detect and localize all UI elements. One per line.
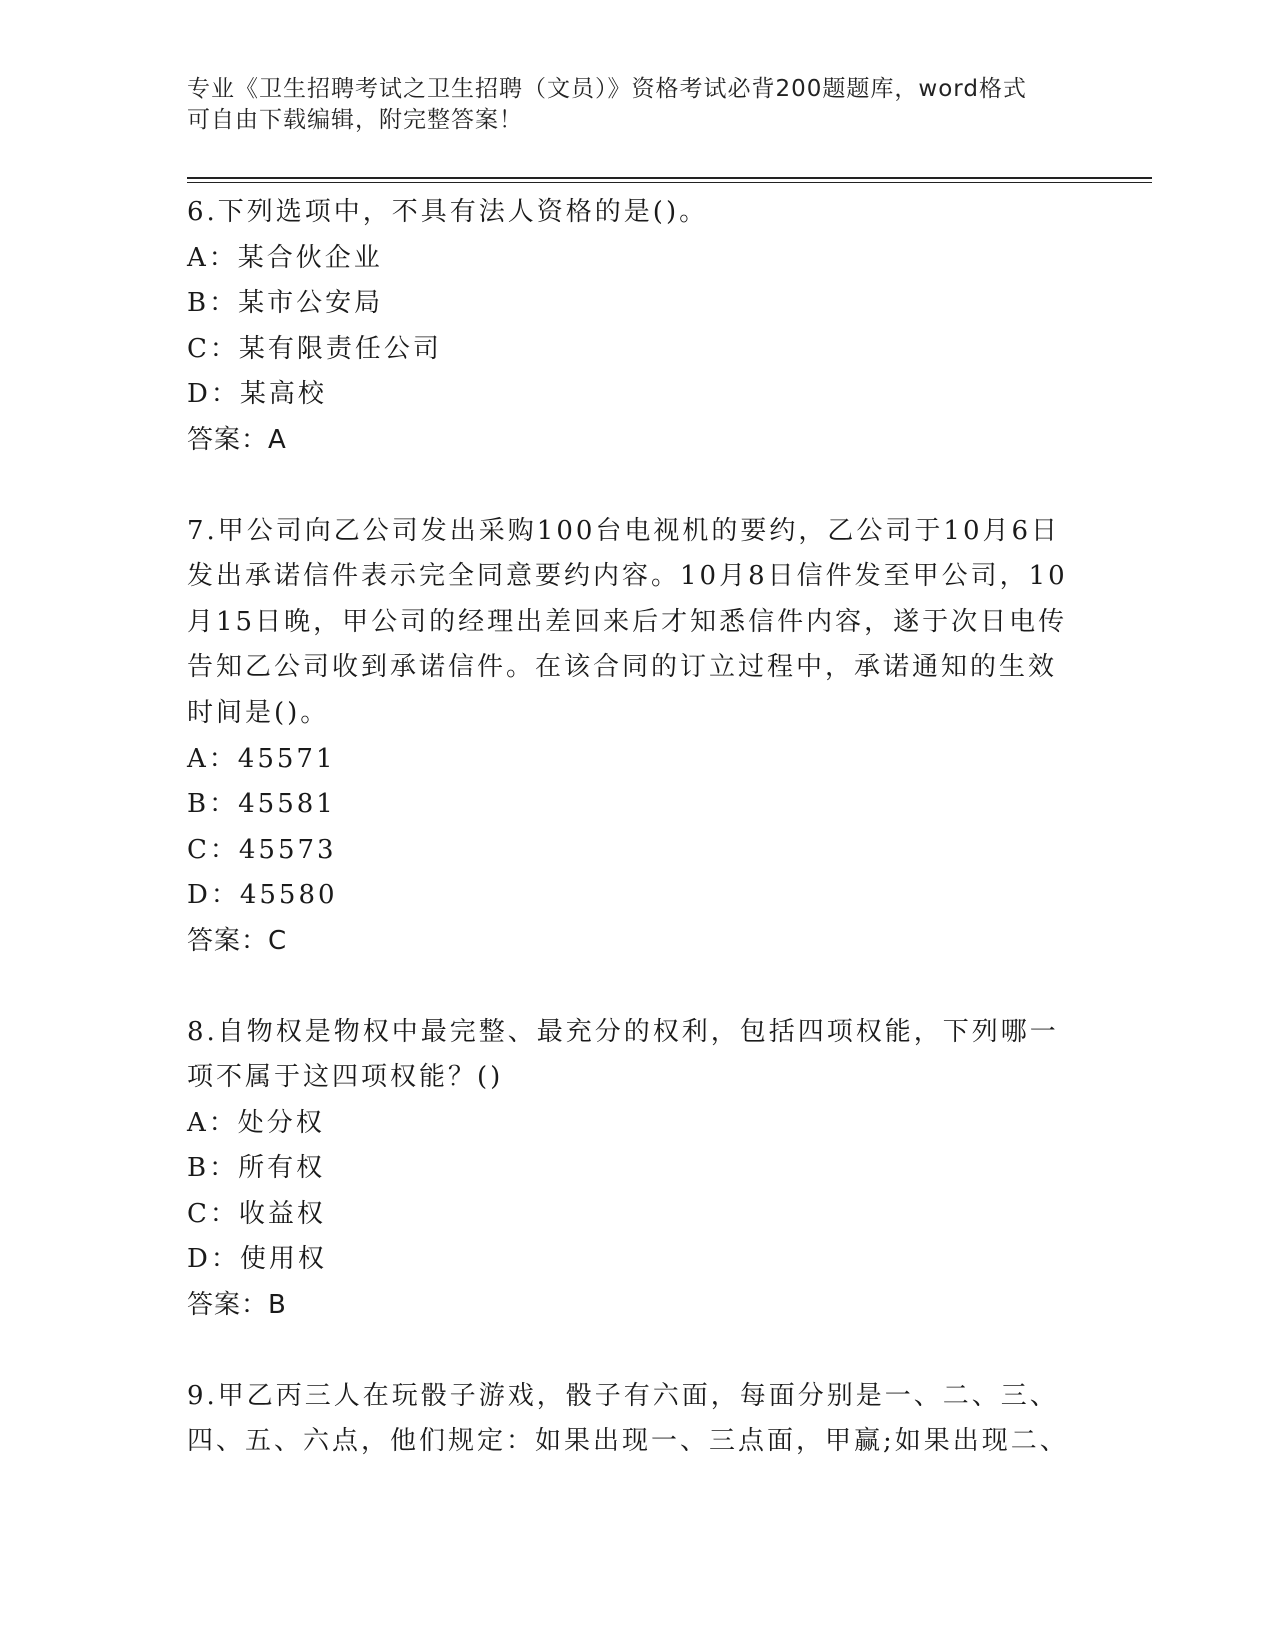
question-option: A：某合伙企业	[187, 242, 383, 273]
question-list	[187, 190, 1087, 1510]
question-stem-line: 项不属于这四项权能？()	[187, 1062, 504, 1093]
question-option: B：所有权	[187, 1153, 326, 1184]
header-divider-thick	[187, 177, 1152, 179]
document-header	[187, 74, 1067, 136]
question-option: D：45580	[187, 880, 338, 911]
question-block	[187, 190, 1087, 464]
question-option: C：收益权	[187, 1198, 326, 1229]
question-option: C：45573	[187, 834, 337, 865]
question-option: D：某高校	[187, 379, 327, 410]
question-stem-line: 6.下列选项中，不具有法人资格的是()。	[187, 197, 709, 227]
question-option: A：处分权	[187, 1107, 325, 1138]
question-option: A：45571	[187, 743, 336, 774]
header-line-2: 可自由下载编辑，附完整答案！	[187, 107, 523, 133]
question-block	[187, 509, 1087, 965]
question-stem-line: 时间是()。	[187, 697, 330, 728]
question-block	[187, 1010, 1087, 1329]
question-option: C：某有限责任公司	[187, 333, 442, 364]
question-answer: 答案：C	[187, 925, 288, 956]
question-option: B：某市公安局	[187, 288, 384, 319]
question-stem-line: 告知乙公司收到承诺信件。在该合同的订立过程中，承诺通知的生效	[187, 652, 1058, 683]
question-stem-line: 9.甲乙丙三人在玩骰子游戏，骰子有六面，每面分别是一、二、三、	[187, 1380, 1059, 1411]
question-option: D：使用权	[187, 1244, 327, 1275]
question-option: B：45581	[187, 789, 336, 820]
question-stem-line: 四、五、六点，他们规定：如果出现一、三点面，甲赢;如果出现二、	[187, 1426, 1069, 1457]
question-answer: 答案：B	[187, 1290, 287, 1321]
question-block	[187, 1374, 1087, 1465]
header-line-1: 专业《卫生招聘考试之卫生招聘（文员）》资格考试必背200题题库，word格式	[187, 76, 1027, 102]
question-stem-line: 月15日晚，甲公司的经理出差回来后才知悉信件内容，遂于次日电传	[187, 606, 1068, 637]
question-stem-line: 发出承诺信件表示完全同意要约内容。10月8日信件发至甲公司，10	[187, 561, 1068, 592]
header-divider-thin	[187, 182, 1152, 183]
question-stem-line: 8.自物权是物权中最完整、最充分的权利，包括四项权能，下列哪一	[187, 1016, 1059, 1047]
question-stem-line: 7.甲公司向乙公司发出采购100台电视机的要约，乙公司于10月6日	[187, 515, 1061, 546]
question-answer: 答案：A	[187, 424, 287, 455]
